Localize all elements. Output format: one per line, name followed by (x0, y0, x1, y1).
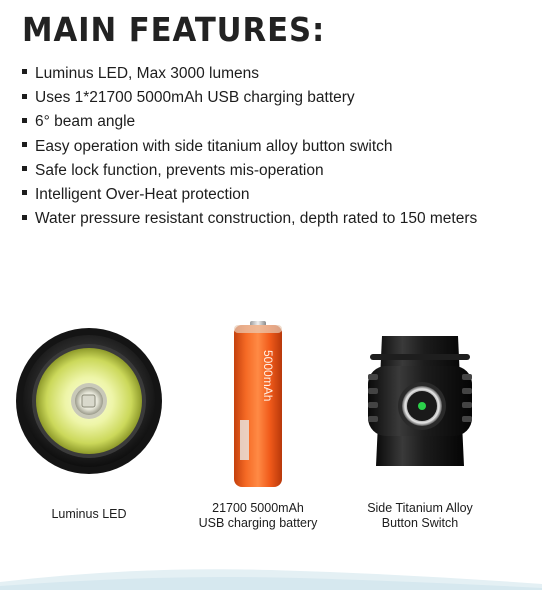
bullet-icon (22, 94, 27, 99)
feature-item: Safe lock function, prevents mis-operation (22, 159, 477, 183)
bullet-icon (22, 166, 27, 171)
feature-item: Luminus LED, Max 3000 lumens (22, 62, 477, 86)
battery-caption: 21700 5000mAh USB charging battery (198, 501, 318, 530)
feature-item: Easy operation with side titanium alloy button switch (22, 135, 477, 159)
feature-item: 6° beam angle (22, 110, 477, 134)
battery-label: 5000mAh (261, 350, 275, 402)
bullet-icon (22, 190, 27, 195)
bullet-icon (22, 118, 27, 123)
switch-indicator-icon (418, 402, 426, 410)
bullet-icon (22, 69, 27, 74)
button-switch-icon (340, 336, 500, 476)
led-caption: Luminus LED (51, 507, 127, 521)
bullet-icon (22, 142, 27, 147)
battery-image (228, 320, 288, 490)
feature-item: Water pressure resistant construction, depth rated to 150 meters (22, 207, 477, 231)
feature-list (22, 62, 477, 231)
feature-item: Intelligent Over-Heat protection (22, 183, 477, 207)
switch-image (340, 336, 500, 476)
page-title: MAIN FEATURES: (22, 10, 326, 49)
led-head-icon (14, 328, 164, 478)
led-head-image (14, 328, 164, 478)
switch-caption: Side Titanium Alloy Button Switch (367, 501, 473, 530)
battery-icon (228, 320, 288, 490)
bottom-wave-decoration (0, 560, 542, 590)
feature-item: Uses 1*21700 5000mAh USB charging battery (22, 86, 477, 110)
bullet-icon (22, 215, 27, 220)
